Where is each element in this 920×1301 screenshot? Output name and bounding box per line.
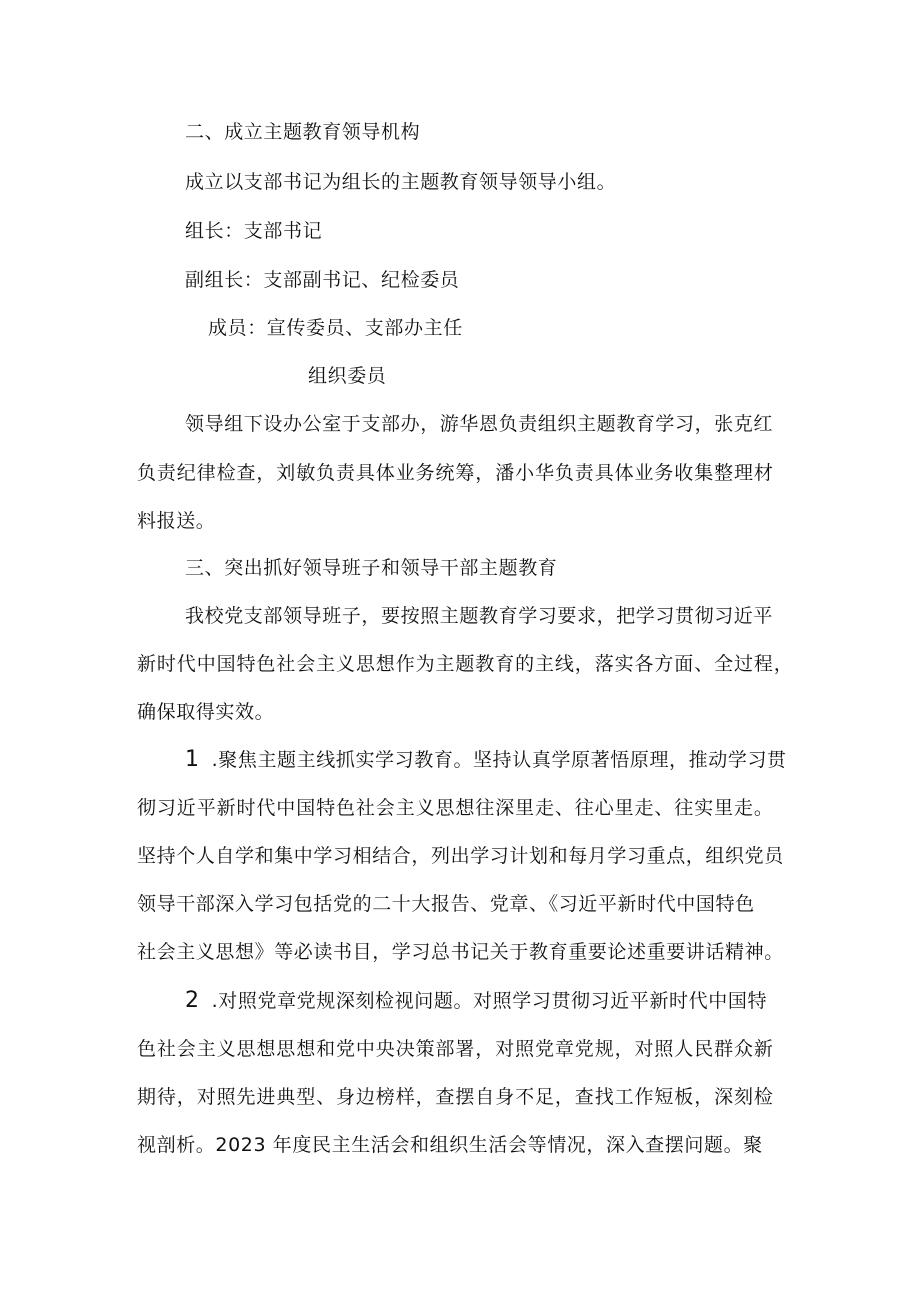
section-3-intro-line: 确保取得实效。 (137, 701, 275, 723)
members-line: 成员：宣传委员、支部办主任 (208, 317, 463, 339)
item-1-first-line (185, 748, 787, 772)
item-2-line: 色社会主义思想思想和党中央决策部署，对照党章党规，对照人民群众新 (137, 1038, 774, 1060)
leader-line: 组长：支部书记 (185, 220, 323, 242)
section-2-heading: 二、成立主题教育领导机构 (185, 121, 421, 143)
item-1-line: 彻习近平新时代中国特色社会主义思想往深里走、往心里走、往实里走。 (137, 797, 774, 819)
item-2-line: 视剖析。2023 年度民主生活会和组织生活会等情况，深入查摆问题。聚 (137, 1134, 763, 1156)
item-2-line: 期待，对照先进典型、身边榜样，查摆自身不足，查找工作短板，深刻检 (137, 1086, 774, 1108)
deputy-leader-line: 副组长：支部副书记、纪检委员 (185, 269, 460, 291)
item-2-first-line (185, 989, 767, 1013)
section-3-intro-line: 我校党支部领导班子，要按照主题教育学习要求，把学习贯彻习近平 (185, 605, 774, 627)
members-continuation-line: 组织委员 (308, 365, 387, 387)
item-1-line: 领导干部深入学习包括党的二十大报告、党章、《习近平新时代中国特色 (137, 893, 755, 915)
item-1-line: 社会主义思想》等必读书目，学习总书记关于教育重要论述重要讲话精神。 (137, 941, 784, 963)
item-1-text: .聚焦主题主线抓实学习教育。坚持认真学原著悟原理，推动学习贯 (211, 749, 787, 771)
office-line: 料报送。 (137, 510, 216, 532)
section-3-intro-line: 新时代中国特色社会主义思想作为主题教育的主线，落实各方面、全过程， (137, 653, 794, 675)
section-3-heading: 三、突出抓好领导班子和领导干部主题教育 (185, 557, 558, 579)
item-2-text: .对照党章党规深刻检视问题。对照学习贯彻习近平新时代中国特 (211, 990, 768, 1012)
office-line: 负责纪律检查，刘敏负责具体业务统筹，潘小华负责具体业务收集整理材 (137, 462, 774, 484)
item-1-number: 1 (185, 747, 200, 772)
item-1-line: 坚持个人自学和集中学习相结合，列出学习计划和每月学习重点，组织党员 (137, 845, 784, 867)
office-line: 领导组下设办公室于支部办，游华恩负责组织主题教育学习，张克红 (185, 413, 774, 435)
section-2-intro: 成立以支部书记为组长的主题教育领导领导小组。 (185, 171, 617, 193)
item-2-number: 2 (185, 988, 200, 1013)
